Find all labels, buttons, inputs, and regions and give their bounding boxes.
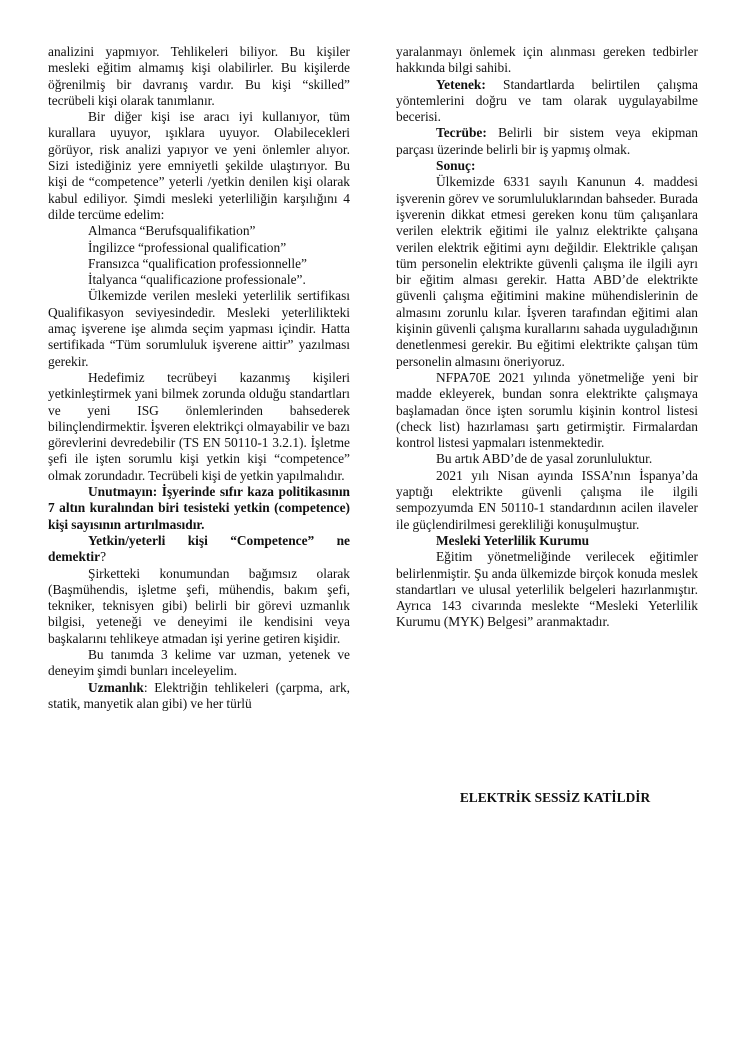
heading-text: Mesleki Yeterlilik Kurumu	[436, 532, 590, 548]
translation-french: Fransızca “qualification professionnelle”	[88, 255, 307, 271]
term-text: : Elektriğin tehlikeleri (çarpma, ark, statik, manyetik alan gibi) ve her türlü	[48, 679, 350, 711]
term-text: Belirli bir sistem veya ekipman parçası üzerinde belirli bir iş yapmış olmak.	[396, 125, 698, 157]
warning-paragraph	[48, 484, 350, 533]
heading-text: Sonuç:	[436, 158, 476, 174]
warning-text: Unutmayın: İşyerinde sıfır kaza politikasının 7 altın kuralından biri tesisteki yetkin (competence) kişi sayısının artırılmasıdır.	[48, 484, 350, 532]
term-label: Uzmanlık	[88, 679, 144, 695]
paragraph: Bu tanımda 3 kelime var uzman, yetenek ve deneyim şimdi bunları inceleyelim.	[48, 646, 350, 679]
right-column	[396, 44, 698, 631]
left-column	[48, 44, 350, 712]
paragraph: NFPA70E 2021 yılında yönetmeliğe yeni bir madde ekleyerek, bundan sonra elektrikte çalışmaya başlamadan önce işten sorumlu kişinin kontrol listesi (check list) hazırlaması şartı getirmiştir. Firmalardan kontrol listesi yapmaları istenmektedir.	[396, 369, 698, 451]
paragraph: Bir diğer kişi ise aracı iyi kullanıyor, tüm kurallara uyuyor, ışıklara uyuyor. Olabilecekleri görüyor, risk analizi yapıyor ve yeni önlemler alıyor. Sizi istediğiniz yere emniyetli şekilde ulaştırıyor. Bu kişi de “competence” yeterli /yetkin denilen kişi olarak kabul ediliyor. Şimdi mesleki yeterliliğin karşılığını 4 dilde tercüme edelim:	[48, 109, 350, 222]
paragraph: Bu artık ABD’de de yasal zorunluluktur.	[436, 451, 653, 467]
term-text: Standartlarda belirtilen çalışma yöntemlerini doğru ve tam olarak uygulayabilme becerisi.	[396, 76, 698, 125]
term-label: Tecrübe:	[436, 125, 487, 141]
definition-ability	[396, 77, 698, 126]
paragraph: Eğitim yönetmeliğinde verilecek eğitimler belirlenmiştir. Şu anda ülkemizde birçok konuda meslek standartları ve ulusal yeterlilik belgeleri hazırlanmıştır. Ayrıca 143 civarında meslekte “Mesleki Yeterlilik Kurumu (MYK) Belgesi” aranmaktadır.	[396, 549, 698, 630]
question-heading	[48, 533, 350, 566]
translation-italian: İtalyanca “qualificazione professionale”.	[88, 272, 306, 288]
section-heading-myk	[396, 533, 698, 549]
paragraph: 2021 yılı Nisan ayında ISSA’nın İspanya’da yaptığı elektrikte güvenli çalışma ile ilgili sempozyumda EN 50110-1 standardının acilen ilaveler ile güçlendirilmesi gerekliliği konuşulmuştur.	[396, 467, 698, 532]
paragraph: Şirketteki konumundan bağımsız olarak (Başmühendis, işletme şefi, mühendis, bakım şefi, tekniker, teknisyen gibi) belirli bir görevi uzmanlık bilgisi, yeteneği ve deneyimi ile kendisini veya başkalarını tehlikeye atmadan işi yerine getiren kişidir.	[48, 565, 350, 646]
definition-expertise	[48, 680, 350, 713]
closing-slogan: ELEKTRİK SESSİZ KATİLDİR	[459, 790, 651, 805]
translation-german: Almanca “Berufsqualifikation”	[88, 223, 256, 239]
paragraph: Ülkemizde 6331 sayılı Kanunun 4. maddesi işverenin görev ve sorumluluklarından bahseder. Burada işverenin dikkat etmesi gereken konu tüm çalışanlara verilen elektrik eğitimi ile yalnız elektrikte çalışana verilen elektrik eğitimi aynı değildir. Elektrikle çalışan tüm personelin elektrikte güvenli çalışma ile ilgili ayrı bir eğitim alması gerekir. Hatta ABD’de elektrikte güvenli çalışma eğitimini makine mühendislerinin de almasını zorunlu kılar. İşveren tarafından eğitimi alan kişinin güvenli çalışma kurallarını sahada uyguladığının denetlenmesi gerekir. Bu eğitimi elektrikte çalışan tüm personelin almasını öneriyoruz.	[396, 174, 698, 369]
definition-experience	[396, 125, 698, 158]
question-mark: ?	[100, 549, 107, 565]
term-label: Yetenek:	[436, 76, 486, 92]
paragraph: analizini yapmıyor. Tehlikeleri biliyor. Bu kişiler mesleki eğitim almamış kişi olabilirler. Bu kişilerde öğrenilmiş bir davranış vardır. Bu kişi “skilled” tecrübeli kişi olarak tanımlanır.	[48, 44, 350, 108]
translation-english: İngilizce “professional qualification”	[88, 239, 287, 255]
paragraph: Hedefimiz tecrübeyi kazanmış kişileri yetkinleştirmek yani bilmek zorunda olduğu standartları ve yeni ISG önlemlerinden bahsederek bilinçlendirmektir. İşveren elektrikçi olmayabilir ve bazı görevlerini devredebilir (TS EN 50110-1 3.2.1). İşletme şefi ile işten sorumlu kişi yetkin kişi “competence” olmak zorundadır. Tecrübeli kişi de yetkin yapılmalıdır.	[48, 369, 350, 483]
section-heading-sonuc	[396, 158, 698, 174]
paragraph: Ülkemizde verilen mesleki yeterlilik sertifikası Qualifikasyon seviyesindedir. Mesleki yeterlilikteki amaç işverene işe alımda seçim yapması içindir. Hatta sertifikada “Tüm sorumluluk işverene aittir” yazılması gerekir.	[48, 288, 350, 369]
question-bold: Yetkin/yeterli kişi “Competence” ne demektir	[48, 532, 350, 565]
paragraph: yaralanmayı önlemek için alınması gereken tedbirler hakkında bilgi sahibi.	[396, 44, 698, 76]
